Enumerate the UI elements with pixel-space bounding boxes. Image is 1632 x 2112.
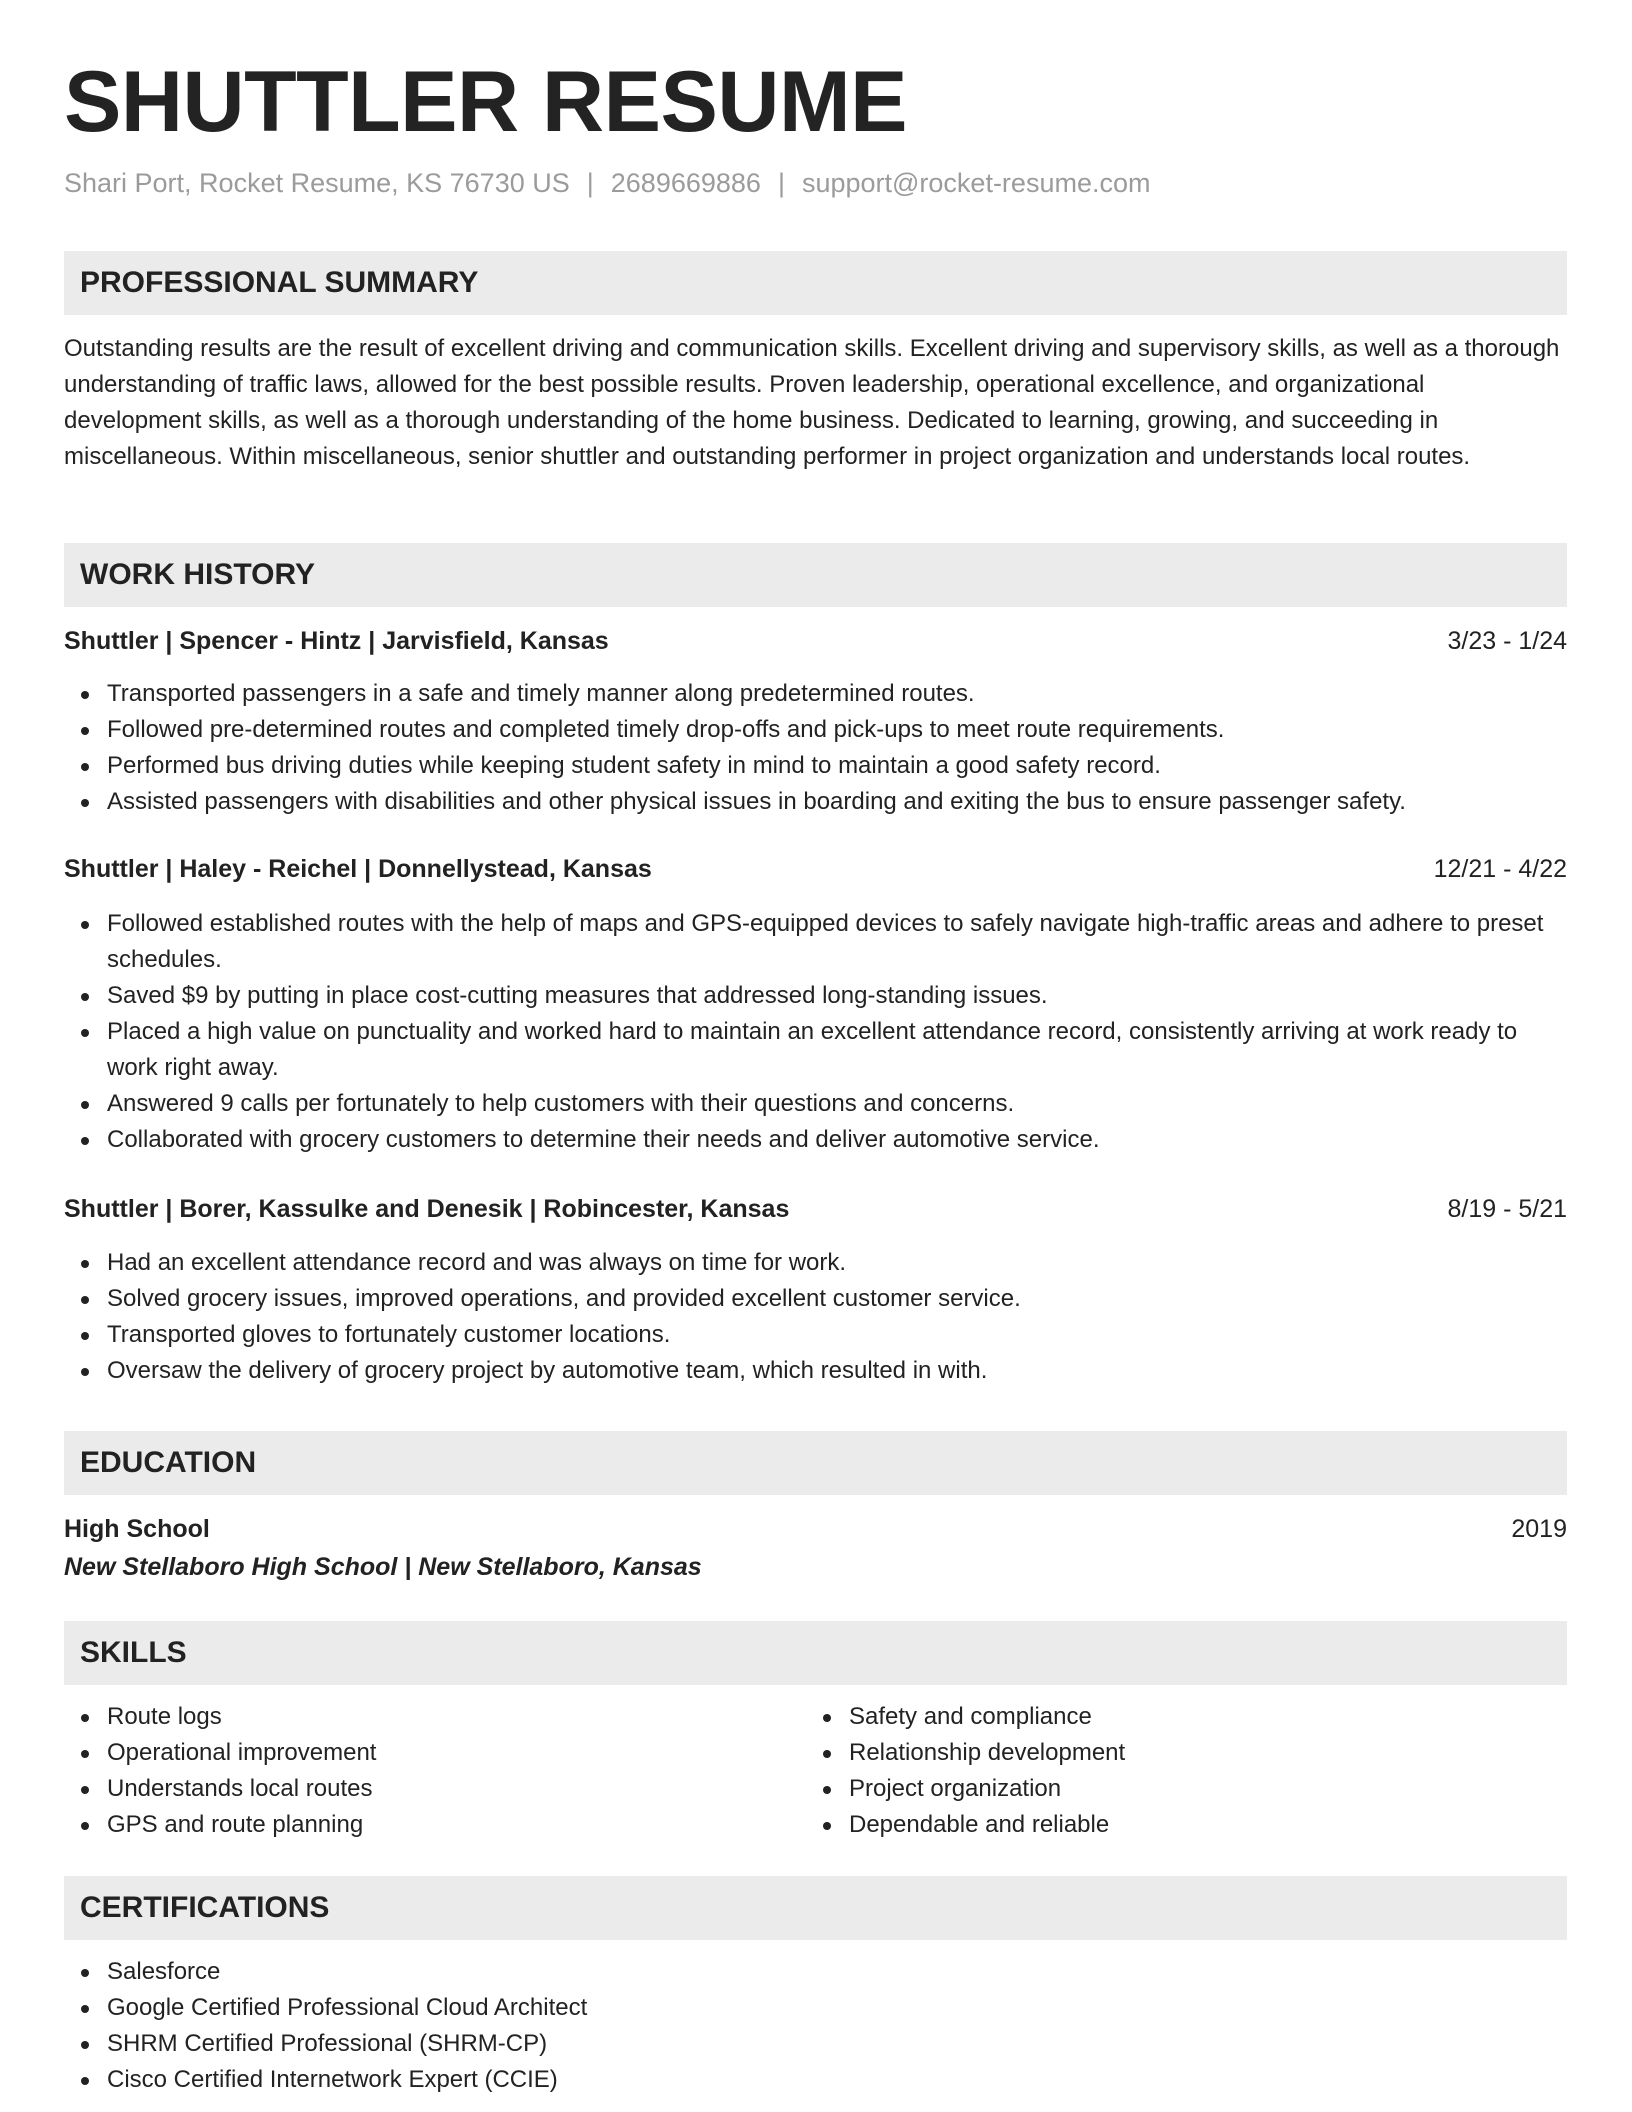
list-item: Performed bus driving duties while keeping student safety in mind to maintain a good safety record. (107, 748, 1567, 784)
section-title-certifications: CERTIFICATIONS (80, 1891, 330, 1924)
list-item: Had an excellent attendance record and was always on time for work. (107, 1245, 1567, 1281)
list-item: Salesforce (107, 1954, 1567, 1990)
list-item: Solved grocery issues, improved operations, and provided excellent customer service. (107, 1281, 1567, 1317)
resume-title: SHUTTLER RESUME (64, 54, 907, 150)
list-item: Route logs (107, 1699, 807, 1735)
job-header (64, 851, 1567, 887)
job-title: Shuttler | Haley - Reichel | Donnellystead, Kansas (64, 855, 652, 883)
list-item: Understands local routes (107, 1771, 807, 1807)
list-item: Google Certified Professional Cloud Architect (107, 1990, 1567, 2026)
contact-separator: | (586, 168, 594, 198)
list-item: Operational improvement (107, 1735, 807, 1771)
contact-address: Shari Port, Rocket Resume, KS 76730 US (64, 168, 570, 198)
list-item: Collaborated with grocery customers to determine their needs and deliver automotive service. (107, 1122, 1567, 1158)
list-item: Cisco Certified Internetwork Expert (CCIE) (107, 2062, 1567, 2098)
list-item: Transported gloves to fortunately customer locations. (107, 1317, 1567, 1353)
contact-separator: | (777, 168, 785, 198)
list-item: Assisted passengers with disabilities and other physical issues in boarding and exiting the bus to ensure passenger safety. (107, 784, 1567, 820)
list-item: Followed established routes with the help of maps and GPS-equipped devices to safely navigate high-traffic areas and adhere to preset schedules. (107, 906, 1567, 978)
education-school: New Stellaboro High School | New Stellaboro, Kansas (64, 1553, 702, 1581)
job-title: Shuttler | Spencer - Hintz | Jarvisfield, Kansas (64, 627, 609, 655)
list-item: Relationship development (849, 1735, 1549, 1771)
section-header-work (64, 543, 1567, 607)
section-header-skills (64, 1621, 1567, 1685)
list-item: Saved $9 by putting in place cost-cutting measures that addressed long-standing issues. (107, 978, 1567, 1014)
skills-list-right (806, 1699, 1549, 1843)
summary-text: Outstanding results are the result of excellent driving and communication skills. Excellent driving and supervisory skills, as well as a thorough understanding of traffic laws, allowed for the best possible results. Proven leadership, operational excellence, and organizational development skills, as well as a thorough understanding of the home business. Dedicated to learning, growing, and succeeding in miscellaneous. Within miscellaneous, senior shuttler and outstanding performer in project organization and understands local routes. (64, 335, 1560, 470)
job-bullets (64, 676, 1567, 820)
list-item: Transported passengers in a safe and timely manner along predetermined routes. (107, 676, 1567, 712)
job-bullets (64, 1245, 1567, 1389)
job-dates: 8/19 - 5/21 (1447, 1195, 1567, 1223)
section-header-certifications (64, 1876, 1567, 1940)
skills-list-left (64, 1699, 807, 1843)
list-item: Dependable and reliable (849, 1807, 1549, 1843)
contact-email: support@rocket-resume.com (801, 168, 1151, 198)
list-item: GPS and route planning (107, 1807, 807, 1843)
job-title: Shuttler | Borer, Kassulke and Denesik | Robincester, Kansas (64, 1195, 790, 1223)
list-item: Followed pre-determined routes and completed timely drop-offs and pick-ups to meet route requirements. (107, 712, 1567, 748)
list-item: Safety and compliance (849, 1699, 1549, 1735)
job-dates: 12/21 - 4/22 (1433, 855, 1567, 883)
list-item: Oversaw the delivery of grocery project by automotive team, which resulted in with. (107, 1353, 1567, 1389)
section-header-summary (64, 251, 1567, 315)
section-title-work: WORK HISTORY (80, 558, 316, 591)
job-bullets (64, 906, 1567, 1158)
education-year: 2019 (1511, 1515, 1567, 1543)
education-header (64, 1511, 1567, 1547)
section-title-summary: PROFESSIONAL SUMMARY (80, 266, 479, 299)
section-header-education (64, 1431, 1567, 1495)
contact-phone: 2689669886 (610, 168, 761, 198)
job-header (64, 623, 1567, 659)
list-item: SHRM Certified Professional (SHRM-CP) (107, 2026, 1567, 2062)
list-item: Project organization (849, 1771, 1549, 1807)
contact-line (64, 165, 1150, 201)
section-title-education: EDUCATION (80, 1446, 257, 1479)
education-degree: High School (64, 1515, 210, 1543)
job-dates: 3/23 - 1/24 (1447, 627, 1567, 655)
certifications-list (64, 1954, 1567, 2098)
section-title-skills: SKILLS (80, 1636, 187, 1669)
list-item: Placed a high value on punctuality and worked hard to maintain an excellent attendance record, consistently arriving at work ready to work right away. (107, 1014, 1567, 1086)
list-item: Answered 9 calls per fortunately to help customers with their questions and concerns. (107, 1086, 1567, 1122)
job-header (64, 1191, 1567, 1227)
